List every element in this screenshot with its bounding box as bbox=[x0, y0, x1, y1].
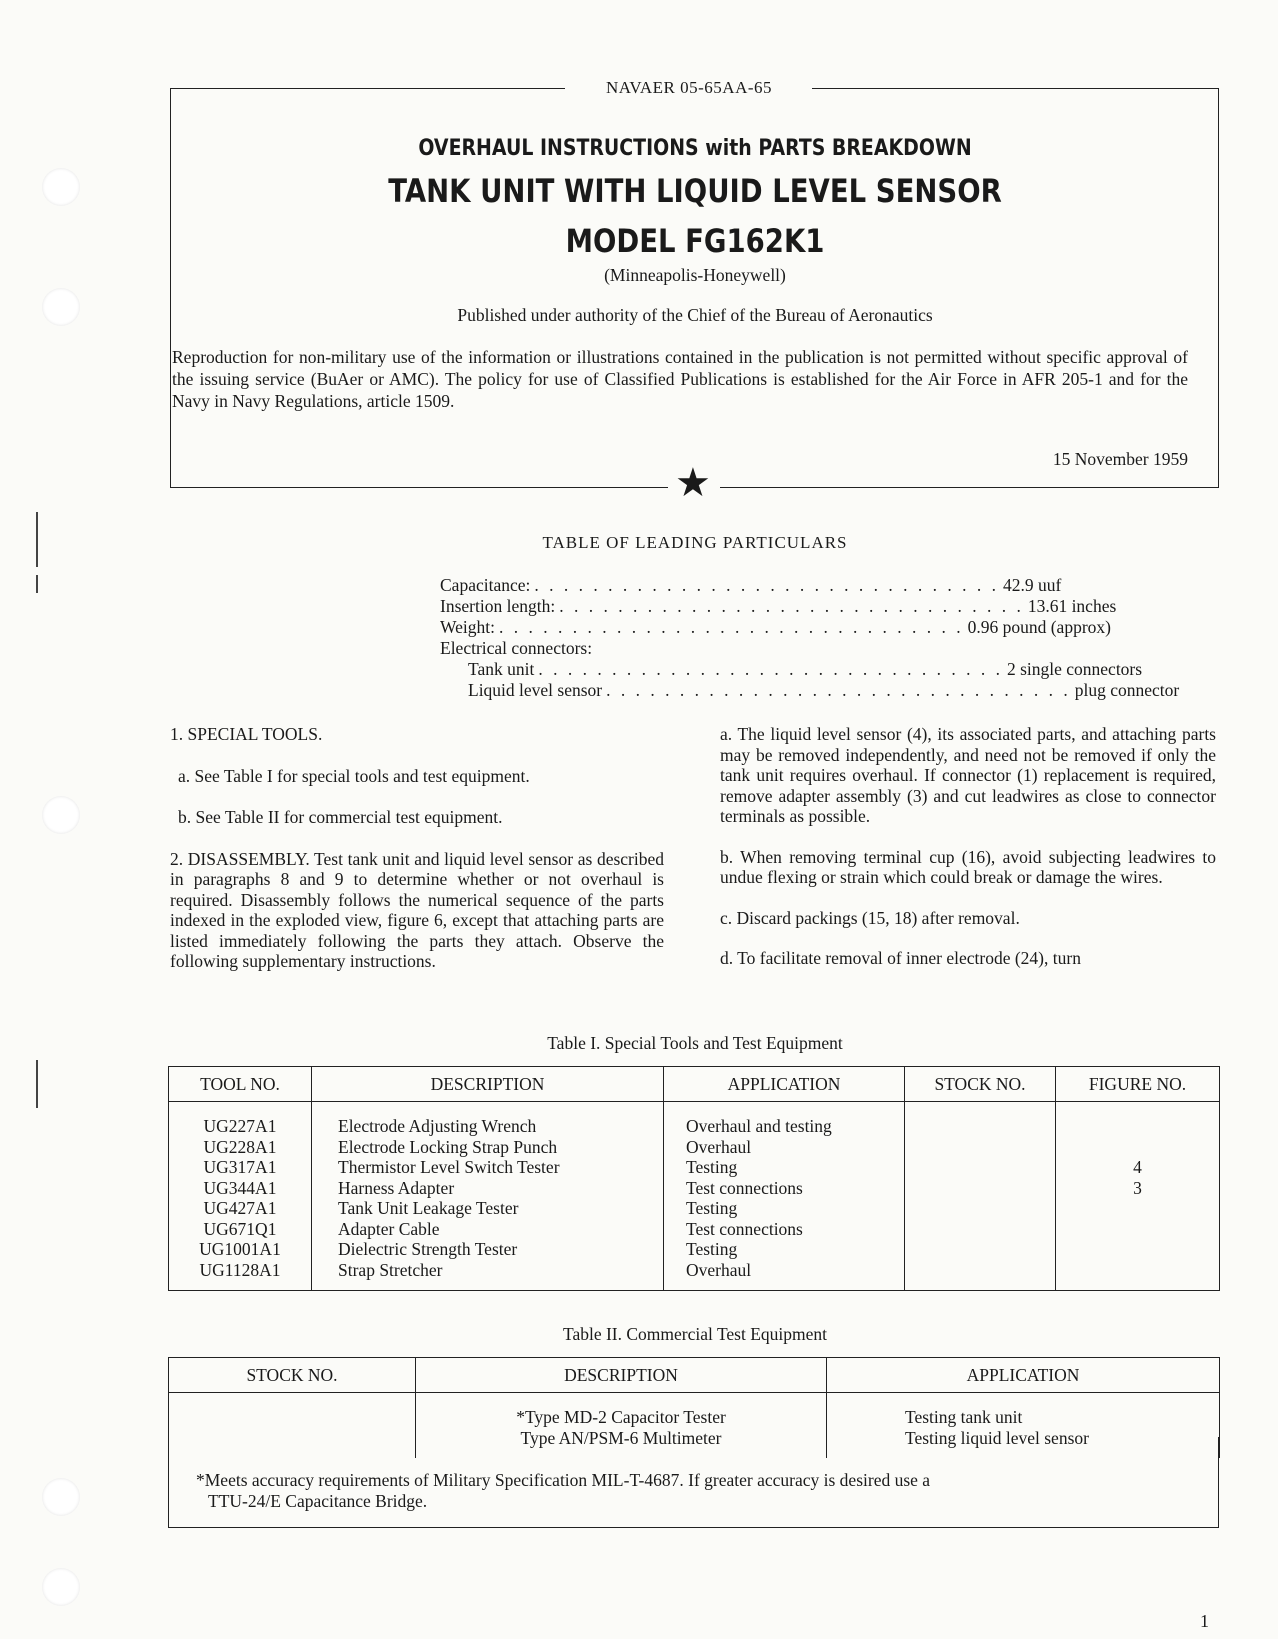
leading-particulars-list bbox=[440, 575, 1180, 701]
header-box-bottom-right bbox=[720, 487, 1219, 488]
binder-hole bbox=[42, 1478, 80, 1516]
table-2-footnote-line-2: TTU-24/E Capacitance Bridge. bbox=[208, 1491, 428, 1511]
column-header: DESCRIPTION bbox=[416, 1358, 827, 1393]
paragraph-a: a. The liquid level sensor (4), its associated parts, and attaching parts may be removed independently, and need not be removed if only the tank unit requires overhaul. If connector (1) replacement is required, remove adapter assembly (3) and cut leadwires as close to connector terminals as possible. bbox=[720, 724, 1216, 826]
application-cell: Overhaul and testing Overhaul Testing Test connections Testing Test connections Testing Overhaul bbox=[664, 1102, 905, 1291]
left-column bbox=[170, 724, 664, 972]
margin-mark bbox=[36, 575, 38, 593]
reproduction-notice: Reproduction for non-military use of the information or illustrations contained in the publication is not permitted without specific approval of the issuing service (BuAer or AMC). The policy for use of Classified Publications is established for the Air Force in AFR 205-1 and for the Navy in Navy Regulations, article 1509. bbox=[172, 347, 1188, 411]
description-cell: Electrode Adjusting Wrench Electrode Locking Strap Punch Thermistor Level Switch Tester Harness Adapter Tank Unit Leakage Tester Adapter Cable Dielectric Strength Tester Strap Stretcher bbox=[312, 1102, 664, 1291]
title-line-2: TANK UNIT WITH LIQUID LEVEL SENSOR bbox=[388, 172, 1002, 210]
authority-line: Published under authority of the Chief of the Bureau of Aeronautics bbox=[457, 305, 933, 325]
table-1-caption: Table I. Special Tools and Test Equipment bbox=[547, 1033, 843, 1053]
section-1-b: b. See Table II for commercial test equipment. bbox=[178, 807, 503, 827]
column-header: STOCK NO. bbox=[905, 1067, 1056, 1102]
publication-date: 15 November 1959 bbox=[1052, 449, 1188, 469]
section-1-a: a. See Table I for special tools and test equipment. bbox=[178, 765, 530, 786]
title-line-3: MODEL FG162K1 bbox=[565, 222, 825, 260]
margin-mark bbox=[36, 1060, 38, 1108]
stock-no-cell bbox=[905, 1102, 1056, 1291]
column-header: DESCRIPTION bbox=[312, 1067, 664, 1102]
manufacturer: (Minneapolis-Honeywell) bbox=[604, 265, 786, 285]
header-box-right bbox=[1218, 88, 1219, 488]
table-2-footnote-line-1: *Meets accuracy requirements of Military Specification MIL-T-4687. If greater accuracy is desired use a bbox=[196, 1470, 931, 1490]
binder-hole bbox=[42, 288, 80, 326]
particular-row: Weight: . . . . . . . . . . . . . . . . . . . . . . . . . . . . . . . . 0.96 pound (approx) bbox=[440, 617, 1111, 637]
doc-number: NAVAER 05-65AA-65 bbox=[605, 78, 773, 97]
header-box-left bbox=[170, 88, 171, 488]
table-2-caption: Table II. Commercial Test Equipment bbox=[562, 1324, 828, 1344]
title-line-1: OVERHAUL INSTRUCTIONS with PARTS BREAKDOWN bbox=[418, 136, 972, 161]
table-row bbox=[169, 1102, 1220, 1291]
header-box-top-right bbox=[812, 88, 1219, 89]
column-header: APPLICATION bbox=[664, 1067, 905, 1102]
binder-hole bbox=[42, 168, 80, 206]
star-icon: ★ bbox=[675, 460, 711, 505]
section-1-heading: 1. SPECIAL TOOLS. bbox=[170, 724, 323, 744]
section-2-disassembly: 2. DISASSEMBLY. Test tank unit and liquid level sensor as described in paragraphs 8 and 9 to determine whether or not overhaul is required. Disassembly follows the numerical sequence of the parts indexed in the exploded view, figure 6, except that attaching parts are listed immediately following the parts they attach. Observe the following supplementary instructions. bbox=[170, 848, 664, 971]
table-1 bbox=[168, 1066, 1220, 1291]
binder-hole bbox=[42, 1568, 80, 1606]
column-header: FIGURE NO. bbox=[1056, 1067, 1220, 1102]
table-header-row bbox=[169, 1067, 1220, 1102]
header-box-top-left bbox=[170, 88, 565, 89]
column-header: STOCK NO. bbox=[169, 1358, 416, 1393]
figure-no-cell: 4 3 bbox=[1056, 1102, 1220, 1291]
paragraph-d: d. To facilitate removal of inner electrode (24), turn bbox=[720, 948, 1081, 968]
table-header-row bbox=[169, 1358, 1220, 1393]
right-column bbox=[720, 724, 1216, 969]
particular-row: Insertion length: . . . . . . . . . . . . . . . . . . . . . . . . . . . . . . . . 13.61 inches bbox=[440, 596, 1117, 616]
leading-particulars-title: TABLE OF LEADING PARTICULARS bbox=[542, 533, 848, 552]
particular-row: Electrical connectors: bbox=[440, 638, 593, 658]
page-number: 1 bbox=[1200, 1611, 1209, 1631]
particular-row: Capacitance: . . . . . . . . . . . . . . . . . . . . . . . . . . . . . . . . 42.9 uuf bbox=[440, 575, 1062, 595]
tool-no-cell: UG227A1 UG228A1 UG317A1 UG344A1 UG427A1 UG671Q1 UG1001A1 UG1128A1 bbox=[169, 1102, 312, 1291]
particular-row: Tank unit . . . . . . . . . . . . . . . . . . . . . . . . . . . . . . . . 2 single connectors bbox=[468, 659, 1143, 679]
description-cell: *Type MD-2 Capacitor Tester Type AN/PSM-6 Multimeter bbox=[416, 1393, 827, 1459]
paragraph-b: b. When removing terminal cup (16), avoid subjecting leadwires to undue flexing or strain which could break or damage the wires. bbox=[720, 846, 1216, 887]
application-cell: Testing tank unit Testing liquid level sensor bbox=[827, 1393, 1220, 1459]
paragraph-c: c. Discard packings (15, 18) after removal. bbox=[720, 907, 1020, 928]
binder-hole bbox=[42, 796, 80, 834]
margin-mark bbox=[36, 512, 38, 567]
column-header: TOOL NO. bbox=[169, 1067, 312, 1102]
header-box-bottom-left bbox=[170, 487, 668, 488]
column-header: APPLICATION bbox=[827, 1358, 1220, 1393]
particular-row: Liquid level sensor . . . . . . . . . . . . . . . . . . . . . . . . . . . . . . . . plug connector bbox=[468, 680, 1180, 700]
